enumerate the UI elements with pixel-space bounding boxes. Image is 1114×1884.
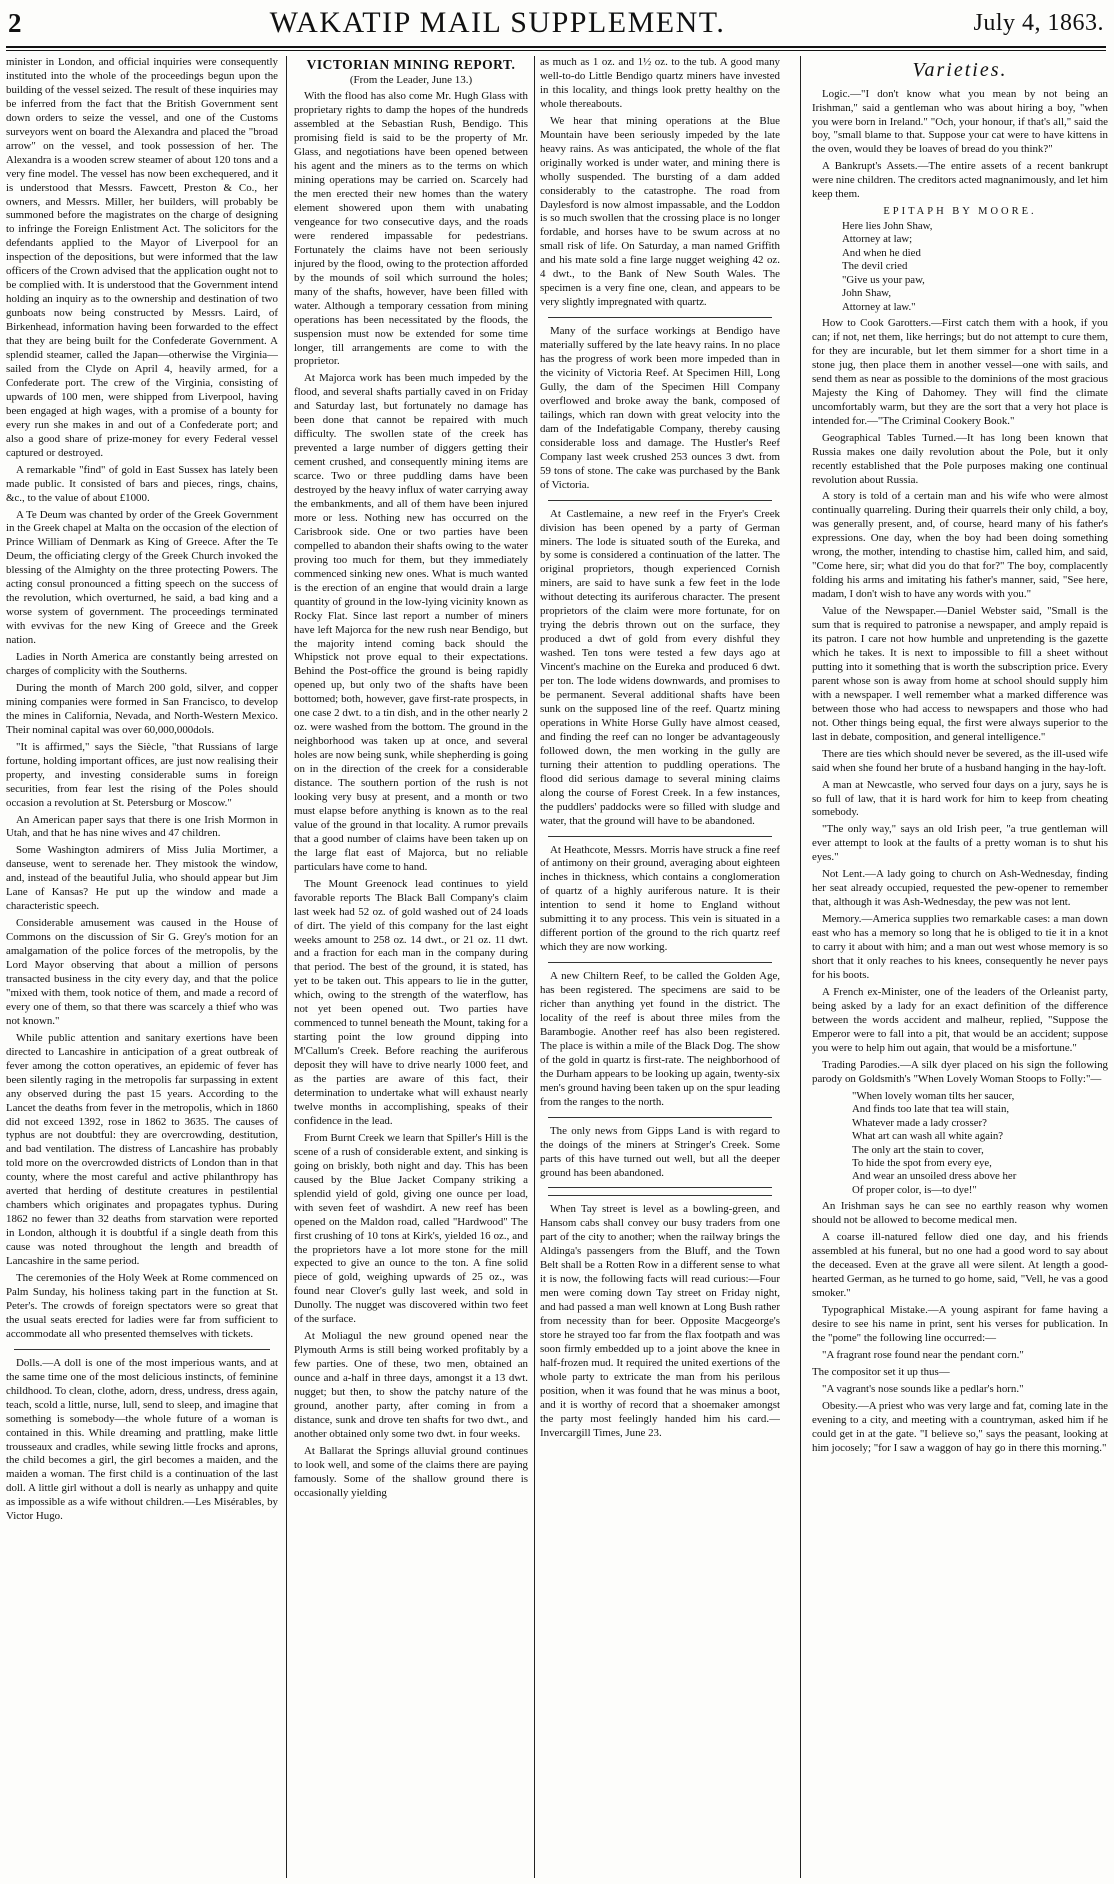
article-separator xyxy=(548,1117,772,1118)
variety-item: Not Lent.—A lady going to church on Ash-Wednesday, finding her seat already occupied, requested the pew-opener to remember that, although it was Ash-Wednesday, the pew was not lent. xyxy=(812,868,1108,909)
variety-quote: "A fragrant rose found near the pendant corn." xyxy=(822,1348,1024,1361)
column-divider xyxy=(800,56,801,1878)
variety-item: Value of the Newspaper.—Daniel Webster said, "Small is the sum that is required to patronise a newspaper, and amply repaid is its patron. I care not how humble and unpretending is the gazette which he takes. It is next to impossible to fill a sheet without putting into it something that is worth the subscription price. Every parent whose son is away from home at school should supply him with a newspaper. I well remember what a marked difference was between those who had access to newspapers and those who had not. Other things being equal, the first were always superior to the last in debate, composition, and general intelligence." xyxy=(812,605,1108,743)
variety-item: Logic.—"I don't know what you mean by not being an Irishman," said a gentleman who was about hiring a boy, "when you were born in Ireland." "Och, your honour, if that's all," said the boy, "small blame to that. Suppose your cat were to have kittens in the oven, would they be loaves of bread do you think?" xyxy=(812,87,1108,156)
mining-report-source: (From the Leader, June 13.) xyxy=(349,74,473,87)
verse-line: To hide the spot from every eye, xyxy=(852,1156,992,1169)
column-2 xyxy=(294,56,528,1876)
parody-verse xyxy=(812,1090,1108,1198)
verse-line: And wear an unsoiled dress above her xyxy=(852,1170,1017,1183)
page-number: 2 xyxy=(8,7,22,38)
variety-item: "The only way," says an old Irish peer, "a true gentleman will ever attempt to look at the faults of a pretty woman is to shut his eyes." xyxy=(812,823,1108,864)
tay-street-paragraph: When Tay street is level as a bowling-green, and Hansom cabs shall convey our busy traders from one part of the city to another; when the railway brings the Aldinga's passengers from the Bluff, and the Town Belt shall be a Rotten Row in a different sense to what it is now, the following facts will read curious:—Four men were coming down Tay street on Friday night, and had passed a man well known at Long Bush rather from necessity than for beer. Opposite Macgeorge's store he strayed too far from the flax footpath and was soon firmly embedded up to a joint above the knee in half-frozen mud. It required the united exertions of the whole party to extricate the man from his perilous position, when it was found that he was minus a boot, and it is worthy of record that a shoemaker amongst the party most feelingly handed him his card.—Invercargill Times, June 23. xyxy=(540,1203,780,1439)
verse-line: The only art the stain to cover, xyxy=(852,1143,984,1156)
variety-item: A story is told of a certain man and his wife who were almost continually quarreling. During their quarrels their only child, a boy, was generally present, and, of course, heard many of his father's expressions. One day, when the boy had been doing something wrong, the mother, intending to chastise him, called him, and said, "Come here, sir; what did you do that for?" The boy, complacently folding his arms and imitating his father's manner, said, "See here, madam, I don't wish to have any words with you." xyxy=(812,490,1108,601)
epitaph-verse xyxy=(812,220,1108,314)
variety-item: Typographical Mistake.—A young aspirant for fame having a desire to see his name in print, sent his verses for publication. In the "pome" the following line occurred:— xyxy=(812,1304,1108,1345)
variety-item: A coarse ill-natured fellow died one day, and his friends assembled at his funeral, but no one had a good word to say about the deceased. Even at the grave all were silent. At length a good-hearted German, as he turned to go home, said, "Vell, he vas a good smoker." xyxy=(812,1231,1108,1300)
article-paragraph: At Moliagul the new ground opened near the Plymouth Arms is still being worked profitably by a few parties. One of these, two men, obtained an ounce and a-half in three days, amongst it a 13 dwt. nugget; but then, to show the patchy nature of the ground, another party, after coming in from a distance, sunk and drove ten shafts for two dwt., and another obtained only some two dwt. in four weeks. xyxy=(294,1330,528,1440)
article-paragraph: At Majorca work has been much impeded by the flood, and several shafts partially caved in on Friday and Saturday last, but fortunately no damage has been done that cannot be repaired with much difficulty. The swollen state of the creek has prevented a large number of diggers getting their cement crushed, and consequently mining items are scarce. Two or three puddling dams have been destroyed by the heavy influx of water carrying away the embankments, and all of them have been injured more or less. Nothing new has occurred on the Carisbrook side. One or two parties have been compelled to abandon their shafts owing to the water proving too much for them, but they immediately commenced sinking new ones. What is much wanted is the erection of an engine that would drain a large quantity of ground in the low-lying vicinity known as Rocky Flat. Since last report a number of miners have left Majorca for the new rush near Bendigo, but the majority intend coming back should the Whipstick not prove equal to their expectations. Behind the Post-office the ground is being rapidly opened up, but only two of the shafts have been bottomed; both, however, gave first-rate prospects, in one case 2 dwt. to a tin dish, and in the other nearly 2 oz. were washed from the bottom. The ground in the neighborhood was taken up at once, and several holes are now being sunk, while shepherding is going on in the direction of the creek for a considerable distance. The southern portion of the rush is not looking very busy at present, and a month or two must elapse before anything is known as to the real value of the ground in that locality. A rumor prevails that a good number of claims have been taken up on the large flat east of Majorca, but no reliable particulars have come to hand. xyxy=(294,372,528,873)
variety-item: Obesity.—A priest who was very large and fat, coming late in the evening to a city, and meeting with a countryman, asked him if he could get in at the gate. "I believe so," says the peasant, looking at him jocosely; "for I saw a waggon of hay go in there this morning." xyxy=(812,1399,1108,1454)
variety-item: An Irishman says he can see no earthly reason why women should not be allowed to become medical men. xyxy=(812,1200,1108,1227)
issue-date: July 4, 1863. xyxy=(973,9,1104,36)
verse-line: And when he died xyxy=(842,246,921,259)
variety-item: A French ex-Minister, one of the leaders of the Orleanist party, being asked by a lady for an exact definition of the difference between the words accident and malheur, replied, "Suppose the Emperor were to fall into a pit, that would be an accident; suppose you were to help him out again, that would be a misfortune." xyxy=(812,985,1108,1054)
article-paragraph: At Heathcote, Messrs. Morris have struck a fine reef of antimony on their ground, averaging about eighteen inches in thickness, which contains a conglomeration of quartz of a highly auriferous nature. It is their intention to send it home to England without submitting it to any process. This vein is situated in a different portion of the ground to the rich quartz reef which they are now working. xyxy=(540,843,780,954)
article-paragraph: At Castlemaine, a new reef in the Fryer's Creek division has been opened by a party of German miners. The lode is situated south of the Eureka, and by some is considered a continuation of the latter. The original proprietors, though experienced Cornish miners, are said to have sunk a few feet in the lode without detecting its auriferous character. The present proprietors of the claim were more fortunate, for on trying the debris thrown out on the surface, they produced a dwt of gold from every dishful they washed. Ten tons were tested a few days ago at Vincent's machine on the Eureka and produced 6 dwt. per ton. The lode widens downwards, and promises to be permanent. Several additional shafts have been sunk on the supposed line of the reef. Quartz mining operations in White Horse Gully have almost ceased, and finding the reef can no longer be advantageously followed down, the men working in the gully are turning their attention to puddling operations. The flood did serious damage to several mining claims along the course of Forest Creek. In a few instances, the puddlers' paddocks were so filled with sludge and water, that the ground will have to be abandoned. xyxy=(540,507,780,827)
article-paragraph: We hear that mining operations at the Blue Mountain have been seriously impeded by the late heavy rains. As was anticipated, the whole of the flat originally worked is under water, and mining there is wholly suspended. The bursting of a dam added considerably to the catastrophe. The road from Daylesford is now almost impassable, and the Loddon is so much swollen that the crossing place is no longer fordable, and horses have to be swum across at no small risk of life. On Saturday, a man named Griffith and his mate sold a fine large nugget weighing 42 oz. 4 dwt., to the Bank of New South Wales. The specimen is a very fine one, clean, and appears to be very slightly impregnated with quartz. xyxy=(540,114,780,309)
variety-item: A Bankrupt's Assets.—The entire assets of a recent bankrupt were nine children. The creditors acted magnanimously, and let him keep them. xyxy=(812,160,1108,201)
masthead-rule xyxy=(6,46,1106,48)
article-paragraph: During the month of March 200 gold, silver, and copper mining companies were formed in San Francisco, to develop the mines in California, Nevada, and North-Western Mexico. Their nominal capital was over 60,000,000dols. xyxy=(6,681,278,736)
verse-line: John Shaw, xyxy=(842,287,892,300)
article-paragraph: The only news from Gipps Land is with regard to the doings of the miners at Stringer's Creek. Some parts of this have turned out well, but all the deeper ground has been abandoned. xyxy=(540,1124,780,1179)
variety-item: How to Cook Garotters.—First catch them with a hook, if you can; if not, net them, like herrings; but do not attempt to cure them, for they are incurable, but let them simmer for a short time in a stone jug, then place them in another vessel—one with sails, and send them as near as possible to the dominions of the most gracious Majesty the King of Dahomey. They will find the climate uncomfortably warm, but they are the sort that a very hot place is intended for.—"The Criminal Cookery Book." xyxy=(812,317,1108,427)
column-4 xyxy=(812,56,1108,1876)
varieties-heading: Varieties. xyxy=(912,59,1008,81)
article-separator xyxy=(548,500,772,501)
article-paragraph: A Te Deum was chanted by order of the Greek Government in the Greek chapel at Malta on the occasion of the election of Prince William of Denmark as King of Greece. After the Te Deum, the officiating clergy of the Greek Church invoked the blessing of the Almighty on the three protecting Powers. The acting consul pronounced a fitting speech on the success of the revolution, which overturned, he said, a bad king and a worse system of government. The proceedings terminated with evvivas for the new King of Greece and the Greek nation. xyxy=(6,508,278,647)
variety-item: There are ties which should never be severed, as the ill-used wife said when she found her brute of a husband hanging in the hay-loft. xyxy=(812,747,1108,774)
verse-line: "When lovely woman tilts her saucer, xyxy=(852,1089,1015,1102)
article-paragraph: Ladies in North America are constantly being arrested on charges of complicity with the Southerns. xyxy=(6,651,278,677)
article-paragraph: The Mount Greenock lead continues to yield favorable reports The Black Ball Company's claim last week had 52 oz. of gold washed out of 24 loads of dirt. The yield of this company for the last eight weeks amount to 258 oz. 14 dwt., or 21 oz. 11 dwt. and a fraction for each man in the company during that period. The best of the ground, it is stated, has yet to be taken out. This appears to lie in the gutter, which, owing to the strength of the waterflow, has not yet been opened out. Two parties have commenced to tunnel beneath the Mount, taking for a starting point the low ground dipping into M'Callum's Creek. Before reaching the auriferous deposit they will have to drive nearly 1000 feet, and as the parties are aware of this fact, their determination to undertake what will exhaust nearly twelve months in accomplishing, speaks of their confidence in the lead. xyxy=(294,877,528,1127)
article-separator xyxy=(548,1195,772,1196)
article-paragraph: From Burnt Creek we learn that Spiller's Hill is the scene of a rush of considerable extent, and sinking is going on briskly, both night and day. This has been caused by the Blue Jacket Company striking a splendid yield of gold, giving one ounce per load, with seven feet of washdirt. A new reef has been opened on the Maldon road, called "Hardwood" The first crushing of 10 tons at Kirk's, yielded 16 oz., and the proprietors have a lot more stone for the mill expected to give an ounce to the ton. A fine solid piece of gold, weighing upwards of 25 oz., was found near Clover's gully last week, and sold in Dunolly. The nugget was discovered within two feet of the surface. xyxy=(294,1131,528,1326)
article-separator xyxy=(548,836,772,837)
article-separator xyxy=(548,317,772,318)
column-divider xyxy=(286,56,287,1878)
verse-line: Attorney at law." xyxy=(842,300,916,313)
article-paragraph: While public attention and sanitary exertions have been directed to Lancashire in anticipation of a great outbreak of fever among the cotton operatives, an epidemic of fever has been silently raging in the metropolis far surpassing in extent any observed during the past 15 years. According to the Lancet the deaths from fever in the metropolis, which in 1860 did not exceed 1392, rose in 1862 to 3635. The causes of typhus are not doubtful: they are overcrowding, destitution, and bad ventilation. The distress of Lancashire has probably told more on the overcrowded districts of London than in that county, where the most careful and active philanthropy has averted that herding of destitute creatures in pestilential chambers which originates and propagates typhus. During 1862 no fewer than 32 deaths from starvation were reported in London, although it is doubtful if a single death from this cause was noted throughout the length and breadth of Lancashire in the same period. xyxy=(6,1031,278,1268)
article-paragraph: Some Washington admirers of Miss Julia Mortimer, a danseuse, went to serenade her. They mistook the window, and, instead of the beautiful Julia, who should appear but Jim Lane of Kansas? He put up the window and made a characteristic speech. xyxy=(6,844,278,913)
verse-line: What art can wash all white again? xyxy=(852,1130,1004,1143)
variety-quote: "A vagrant's nose sounds like a pedlar's horn." xyxy=(822,1382,1024,1395)
dolls-paragraph: Dolls.—A doll is one of the most imperious wants, and at the same time one of the most delicious instincts, of feminine childhood. To clean, clothe, adorn, dress, undress, dress again, teach, scold a little, nurse, lull, send to sleep, and imagine that something is somebody—the whole future of a woman is contained in this. While dreaming and prattling, make little trousseaux and cradles, while sewing little frocks and aprons, the child becomes a girl, the girl becomes a maiden, and the maiden a woman. The first child is a continuation of the last doll. A little girl without a doll is nearly as unhappy and quite as impossible as a wife without children.—Les Misérables, by Victor Hugo. xyxy=(6,1356,278,1523)
mining-report-title: VICTORIAN MINING REPORT. xyxy=(306,57,516,72)
article-paragraph: An American paper says that there is one Irish Mormon in Utah, and that he has nine wives and 47 children. xyxy=(6,813,278,840)
masthead-rule-thin xyxy=(6,50,1106,51)
article-paragraph: With the flood has also come Mr. Hugh Glass with proprietary rights to damp the hopes of the hundreds assembled at the Sebastian Rush, Bendigo. This promising field is said to be the property of Mr. Glass, and negotiations have been opened between his agent and the miners as to the terms on which mining operations may be carried on. Scarcely had the men erected their new homes than the watery element showered upon them with unabating vengeance for two consecutive days, and the roads were rendered impassable for pedestrians. Fortunately the claims have not been seriously injured by the flood, owing to the protection afforded by the mounds of soil which surround the holes; many of the shafts, however, have been filled with water. Although a temporary cessation from mining operations has been necessitated by the floods, the suspension must now be extended for some time longer, till arrangements are come to with the proprietor. xyxy=(294,90,528,368)
epitaph-title: EPITAPH BY MOORE. xyxy=(883,206,1037,218)
variety-item: A man at Newcastle, who served four days on a jury, says he is so full of law, that it is hard work for him to keep from cheating somebody. xyxy=(812,778,1108,819)
article-paragraph: "It is affirmed," says the Siècle, "that Russians of large fortune, holding important offices, are just now realising their property, and investing considerable sums in foreign securities, from fear lest the rising of the Poles should occasion a revolution at St. Petersburg or Moscow." xyxy=(6,740,278,809)
variety-item: Geographical Tables Turned.—It has long been known that Russia makes one daily revolution about the Pole, but it only recently established that the Pole purposes making one continual revolution about Russia. xyxy=(812,431,1108,486)
article-separator xyxy=(548,1187,772,1188)
verse-line: Here lies John Shaw, xyxy=(842,219,933,232)
variety-item: Memory.—America supplies two remarkable cases: a man down east who has a memory so long that he is obliged to tie it in a knot to carry it about with him; and a man out west whose memory is so short that it only reaches to his knees, consequently he never pays for his boots. xyxy=(812,913,1108,981)
variety-item: The compositor set it up thus— xyxy=(812,1365,950,1378)
verse-line: Of proper color, is—to dye!" xyxy=(852,1183,977,1196)
article-paragraph: Considerable amusement was caused in the House of Commons on the discussion of Sir G. Grey's motion for an amalgamation of the police forces of the metropolis, by the Lord Mayor observing that about a million of persons transacted business in the city every day, and that the police "mixed with them, took notice of them, and made a record of every one of them, so that there was scarcely a thief who was not known." xyxy=(6,917,278,1027)
article-separator xyxy=(14,1349,270,1350)
article-separator xyxy=(548,962,772,963)
verse-line: Attorney at law; xyxy=(842,233,913,246)
verse-line: Whatever made a lady crosser? xyxy=(852,1116,987,1129)
article-paragraph: A remarkable "find" of gold in East Sussex has lately been made public. It consisted of bars and pieces, rings, chains, &c., to the value of about £1000. xyxy=(6,463,278,504)
verse-line: "Give us your paw, xyxy=(842,273,925,286)
newspaper-title: WAKATIP MAIL SUPPLEMENT. xyxy=(269,6,726,39)
article-paragraph: minister in London, and official inquiries were consequently instituted into the whole of the proceedings begun upon the building of the vessel seized. The result of these inquiries may be inferred from the fact that the British Government sent down orders to seize the vessel, and one of the Customs surveyors went on board the Alexandra and placed the "broad arrow" on the vessel, and took possession of her. The Alexandra is a wooden screw steamer of about 120 tons and a very fine model. The vessel has now been exchequered, and it is understood that Messrs. Fawcett, Preston & Co., her owners, and Messrs. Miller, her builders, will probably be summoned before the magistrates on the charge of designing to infringe the Foreign Enlistment Act. The solicitors for the defendants applied to the Mayor of Liverpool for an inspection of the depositions, but were informed that the law officers of the Crown advised that the application ought not to be complied with. It is understood that the Government intend holding an inquiry as to the ownership and destination of two gunboats now being constructed by Messrs. Laird, of Birkenhead, information having been forwarded to the effect that they are being built for the Confederate Government. A splendid steamer, called the Japan—otherwise the Virginia—sailed from the Clyde on April 4, heavily armed, for a Confederate port. The crew of the Virginia, consisting of upwards of 100 men, were shipped from Liverpool, having been engaged at high wages, with a promise of a bounty for every run she makes in and out of a Confederate port; and also a good share of prize-money for every Federal vessel captured or destroyed. xyxy=(6,56,278,459)
article-paragraph: The ceremonies of the Holy Week at Rome commenced on Palm Sunday, his holiness taking part in the function at St. Peter's. The crowds of foreign spectators were so great that the usual seats erected for ladies were far from sufficient to accommodate all who presented themselves with tickets. xyxy=(6,1272,278,1340)
variety-item: Trading Parodies.—A silk dyer placed on his sign the following parody on Goldsmith's "When Lovely Woman Stoops to Folly:"— xyxy=(812,1058,1108,1085)
column-3 xyxy=(540,56,780,1876)
column-divider xyxy=(534,56,535,1878)
article-paragraph: At Ballarat the Springs alluvial ground continues to look well, and some of the claims there are paying famously. Some of the shallow ground there is occasionally yielding xyxy=(294,1444,528,1499)
masthead xyxy=(0,0,1114,46)
article-paragraph: as much as 1 oz. and 1½ oz. to the tub. A good many well-to-do Little Bendigo quartz miners have invested in this locality, and things look pretty healthy on the whole thereabouts. xyxy=(540,56,780,110)
column-1 xyxy=(6,56,278,1876)
article-paragraph: Many of the surface workings at Bendigo have materially suffered by the late heavy rains. In no place has the progress of work been more impeded than in the vicinity of Victoria Reef. At Specimen Hill, Long Gully, the dam of the Specimen Hill Company overflowed and broke away the bank, composed of tailings, which ran down with great velocity into the dam of the Indefatigable Company, thereby causing considerable loss and damage. The Hustler's Reef Company last week crushed 253 ounces 3 dwt. from 59 tons of stone. The cake was purchased by the Bank of Victoria. xyxy=(540,325,780,491)
verse-line: The devil cried xyxy=(842,260,908,273)
article-paragraph: A new Chiltern Reef, to be called the Golden Age, has been registered. The specimens are said to be richer than anything yet found in the district. The locality of the reef is about three miles from the Barambogie. Another reef has also been registered. The place is within a mile of the Black Dog. The show of the gold in quartz is first-rate. The neighborhood of the Durham appears to be looking up again, twenty-six men's ground having been taken up on the spur leading from the ranges to the north. xyxy=(540,970,780,1108)
verse-line: And finds too late that tea will stain, xyxy=(852,1103,1010,1116)
